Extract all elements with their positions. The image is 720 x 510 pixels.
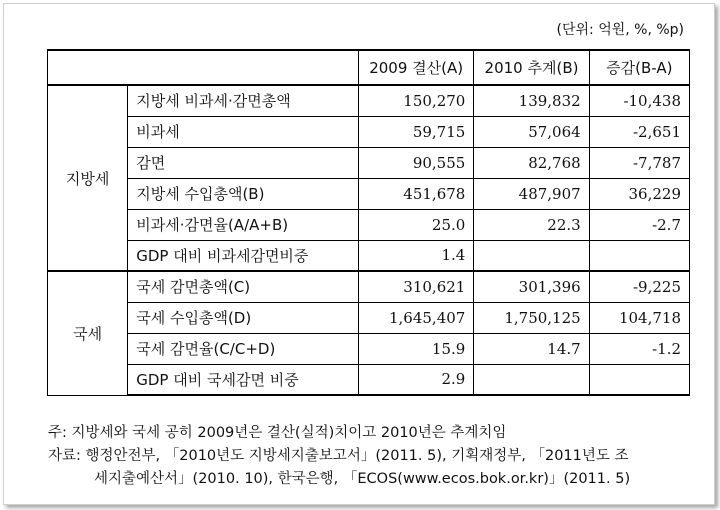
value-2009: 59,715 [358,116,473,147]
footnotes [48,422,698,491]
row-label: GDP 대비 비과세감면비중 [128,240,359,271]
table-row [48,364,690,395]
table-row [48,85,690,116]
unit-note: (단위: 억원, %, %p) [556,22,684,38]
value-2009: 15.9 [358,333,473,364]
row-label: 지방세 수입총액(B) [128,178,359,209]
header-blank-cell [48,50,359,85]
value-2010: 139,832 [474,85,589,116]
header-2009: 2009 결산(A) [358,50,473,85]
value-change: 36,229 [589,178,689,209]
source-line: 자료: 행정안전부, 「2010년도 지방세지출보고서」(2011. 5), 기획재정부, 「2011년도 조 [48,448,629,464]
group-local-tax: 지방세 [48,85,128,271]
value-change [589,364,689,395]
header-2010: 2010 추계(B) [474,50,589,85]
value-change: -9,225 [589,271,689,302]
table-row [48,240,690,271]
table-row [48,147,690,178]
row-label: 지방세 비과세·감면총액 [128,85,359,116]
row-label: 비과세·감면율(A/A+B) [128,209,359,240]
value-2009: 90,555 [358,147,473,178]
value-2010 [474,240,589,271]
table-row [48,209,690,240]
value-change: -2,651 [589,116,689,147]
value-2010: 1,750,125 [474,302,589,333]
value-change: -2.7 [589,209,689,240]
source-line-continued: 세지출예산서」(2010. 10), 한국은행, 「ECOS(www.ecos.bok.or.kr)」(2011. 5) [94,471,631,487]
value-change: -7,787 [589,147,689,178]
value-2010: 82,768 [474,147,589,178]
row-label: 비과세 [128,116,359,147]
value-2010 [474,364,589,395]
document-frame [3,3,715,505]
value-2009: 150,270 [358,85,473,116]
value-2009: 1.4 [358,240,473,271]
value-change [589,240,689,271]
row-label: 국세 감면총액(C) [128,271,359,302]
row-label: 국세 수입총액(D) [128,302,359,333]
value-change: -1.2 [589,333,689,364]
row-label: 국세 감면율(C/C+D) [128,333,359,364]
table-row [48,271,690,302]
table-row [48,178,690,209]
value-2009: 2.9 [358,364,473,395]
table-header-row [48,50,690,85]
value-2010: 487,907 [474,178,589,209]
value-2010: 14.7 [474,333,589,364]
table-row [48,116,690,147]
note-line: 주: 지방세와 국세 공히 2009년은 결산(실적)치이고 2010년은 추계치임 [48,425,507,441]
row-label: GDP 대비 국세감면 비중 [128,364,359,395]
group-national-tax: 국세 [48,271,128,395]
value-2010: 301,396 [474,271,589,302]
value-2009: 451,678 [358,178,473,209]
value-2009: 25.0 [358,209,473,240]
header-change: 증감(B-A) [589,50,689,85]
table-row [48,302,690,333]
tax-expenditure-table [47,49,690,396]
row-label: 감면 [128,147,359,178]
value-2010: 22.3 [474,209,589,240]
value-2010: 57,064 [474,116,589,147]
table-row [48,333,690,364]
value-change: 104,718 [589,302,689,333]
value-2009: 310,621 [358,271,473,302]
value-change: -10,438 [589,85,689,116]
value-2009: 1,645,407 [358,302,473,333]
